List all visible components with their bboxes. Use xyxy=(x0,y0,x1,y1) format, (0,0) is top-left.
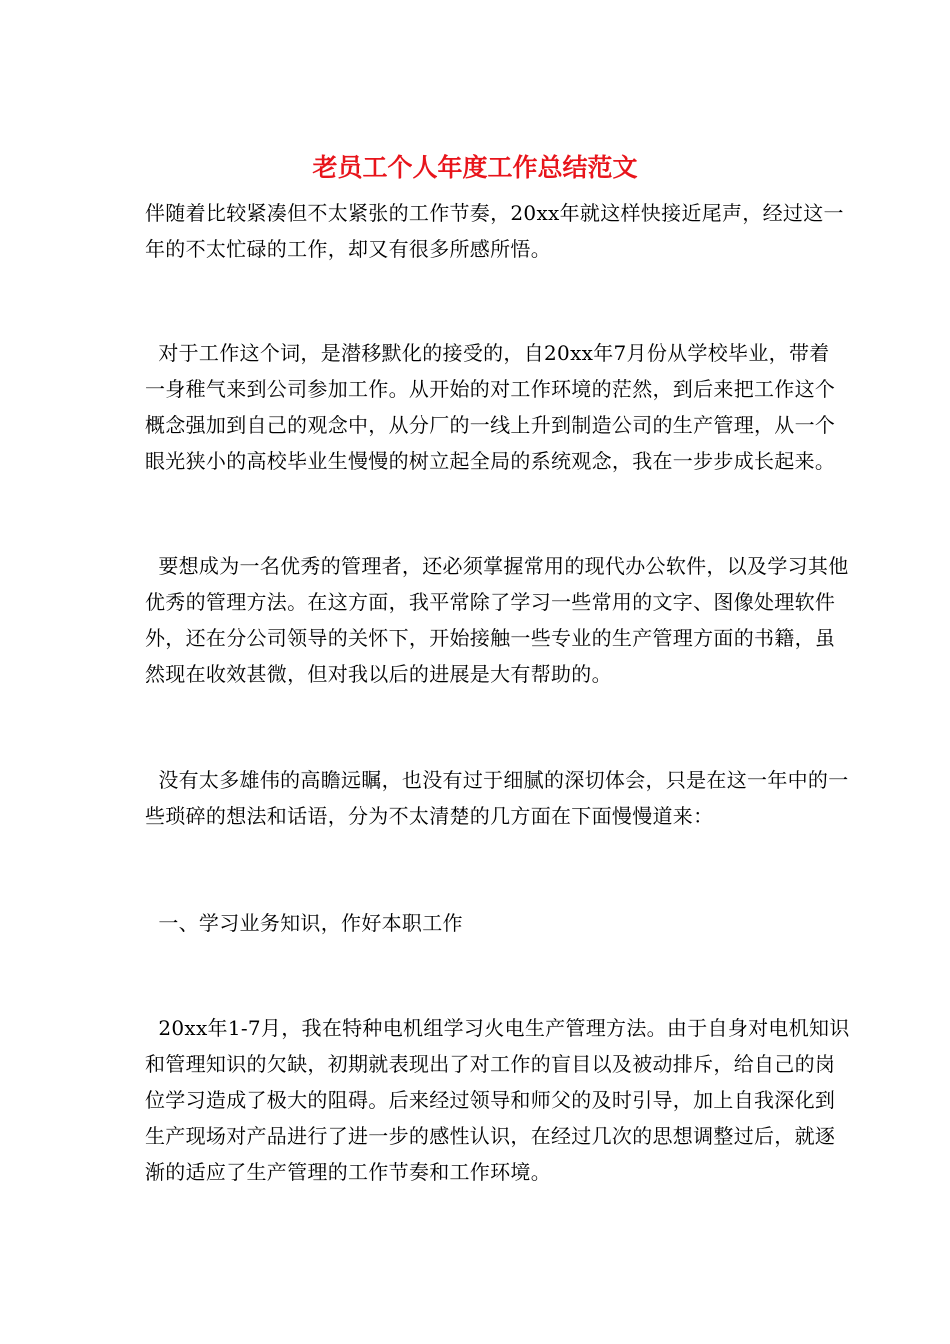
paragraph-line: 优秀的管理方法。在这方面，我平常除了学习一些常用的文字、图像处理软件 xyxy=(145,590,836,614)
paragraph-line: 生产现场对产品进行了进一步的感性认识，在经过几次的思想调整过后，就逐 xyxy=(145,1124,836,1148)
paragraph-line: 对于工作这个词，是潜移默化的接受的，自20xx年7月份从学校毕业，带着 xyxy=(145,341,830,365)
paragraph-line: 要想成为一名优秀的管理者，还必须掌握常用的现代办公软件，以及学习其他 xyxy=(145,554,849,578)
document-title: 老员工个人年度工作总结范文 xyxy=(312,153,638,182)
paragraph-line: 没有太多雄伟的高瞻远瞩，也没有过于细腻的深切体会，只是在这一年中的一 xyxy=(145,768,849,792)
paragraph-line: 概念强加到自己的观念中，从分厂的一线上升到制造公司的生产管理，从一个 xyxy=(145,413,836,437)
paragraph-line: 和管理知识的欠缺，初期就表现出了对工作的盲目以及被动排斥，给自己的岗 xyxy=(145,1052,836,1076)
paragraph-2 xyxy=(145,335,836,479)
paragraph-4 xyxy=(145,762,849,834)
paragraph-5 xyxy=(145,1010,850,1190)
paragraph-line: 渐的适应了生产管理的工作节奏和工作环境。 xyxy=(145,1160,551,1184)
paragraph-line: 年的不太忙碌的工作，却又有很多所感所悟。 xyxy=(145,237,551,261)
paragraph-line: 伴随着比较紧凑但不太紧张的工作节奏，20xx年就这样快接近尾声，经过这一 xyxy=(145,201,844,225)
paragraph-line: 一、学习业务知识，作好本职工作 xyxy=(145,911,463,935)
paragraph-line: 眼光狭小的高校毕业生慢慢的树立起全局的系统观念，我在一步步成长起来。 xyxy=(145,449,836,473)
section-heading xyxy=(145,905,810,941)
paragraph-line: 一身稚气来到公司参加工作。从开始的对工作环境的茫然，到后来把工作这个 xyxy=(145,377,836,401)
paragraph-line: 外，还在分公司领导的关怀下，开始接触一些专业的生产管理方面的书籍，虽 xyxy=(145,626,836,650)
paragraph-1 xyxy=(145,195,844,267)
paragraph-line: 然现在收效甚微，但对我以后的进展是大有帮助的。 xyxy=(145,662,612,686)
paragraph-line: 些琐碎的想法和话语，分为不太清楚的几方面在下面慢慢道来： xyxy=(145,804,714,828)
paragraph-3 xyxy=(145,548,849,692)
paragraph-line: 位学习造成了极大的阻碍。后来经过领导和师父的及时引导，加上自我深化到 xyxy=(145,1088,836,1112)
paragraph-line: 20xx年1-7月，我在特种电机组学习火电生产管理方法。由于自身对电机知识 xyxy=(145,1016,850,1040)
